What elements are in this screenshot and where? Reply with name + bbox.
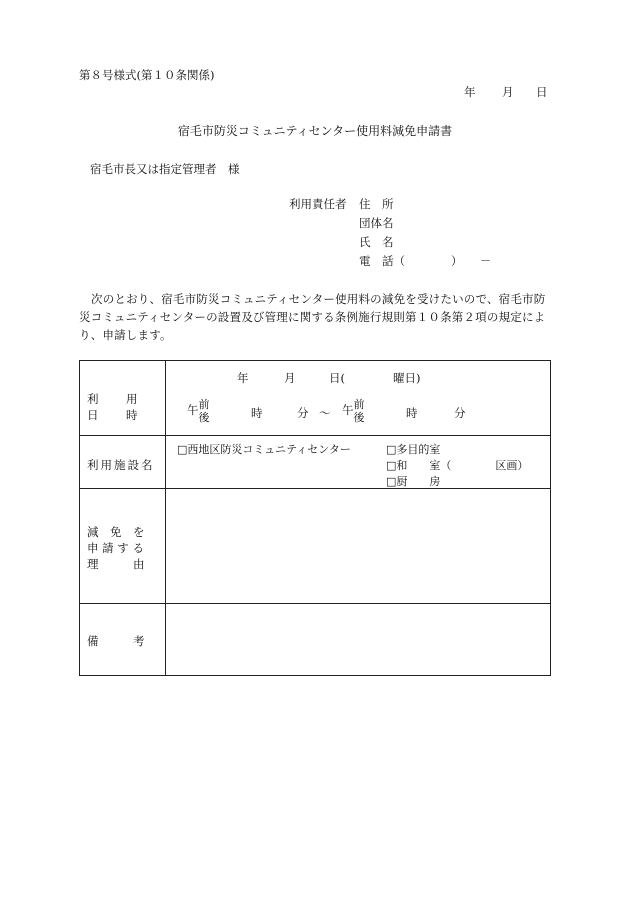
request-statement: 次のとおり、宿毛市防災コミュニティセンター使用料の減免を受けたいので、宿毛市防災コミュニティセンターの設置及び管理に関する条例施行規則第１０条第２項の規定により、申請します。 xyxy=(79,292,546,342)
date-month: 月 xyxy=(502,85,514,99)
table-row-usage-datetime xyxy=(80,361,551,436)
usage-day: 日( xyxy=(329,371,345,385)
responsible-group: 団体名 xyxy=(359,216,394,230)
start-noon: 午 xyxy=(187,403,199,417)
remarks-label-cell xyxy=(80,604,166,676)
start-ampm: 前 後 xyxy=(198,398,210,424)
responsible-address: 住 所 xyxy=(359,197,394,211)
room-checkbox-kitchen[interactable]: □厨 房 xyxy=(386,475,441,488)
document-title: 宿毛市防災コミュニティセンター使用料減免申請書 xyxy=(177,124,453,138)
usage-month: 月 xyxy=(284,371,296,385)
table-row-facility xyxy=(80,436,551,489)
time-range-tilde: ～ xyxy=(319,406,331,420)
end-time xyxy=(342,398,365,424)
addressee: 宿毛市長又は指定管理者 様 xyxy=(90,162,240,176)
room-checkbox-multipurpose[interactable]: □多目的室 xyxy=(386,443,441,456)
remarks-input-cell[interactable] xyxy=(166,604,551,676)
usage-year: 年 xyxy=(237,371,249,385)
usage-weekday: 曜日) xyxy=(393,371,421,385)
usage-datetime-label-cell xyxy=(80,361,166,436)
table-row-reason xyxy=(80,489,551,604)
facility-label-cell xyxy=(80,436,166,489)
usage-datetime-label: 利 用 日 時 xyxy=(87,392,165,422)
start-hour: 時 xyxy=(251,406,263,420)
end-noon: 午 xyxy=(342,403,354,417)
usage-datetime-cell[interactable] xyxy=(166,361,551,436)
reason-label: 減 免 を 申 請 す る 理 由 xyxy=(87,525,145,571)
start-minute: 分 xyxy=(297,406,309,420)
start-time xyxy=(187,398,210,424)
table-row-remarks xyxy=(80,604,551,676)
date-year: 年 xyxy=(464,85,476,99)
room-checkbox-japanese[interactable]: □和 室（ 区画） xyxy=(386,459,529,472)
end-ampm: 前 後 xyxy=(353,398,365,424)
end-minute: 分 xyxy=(454,406,466,420)
date-day: 日 xyxy=(536,85,548,99)
application-table xyxy=(79,360,551,676)
remarks-label: 備 考 xyxy=(87,634,145,648)
facility-cell[interactable] xyxy=(166,436,551,489)
responsible-label: 利用責任者 xyxy=(289,197,347,211)
reason-label-cell xyxy=(80,489,166,604)
end-hour: 時 xyxy=(406,406,418,420)
facility-label: 利用施設名 xyxy=(87,458,155,472)
reason-input-cell[interactable] xyxy=(166,489,551,604)
responsible-phone: 電 話（ ） － xyxy=(359,254,492,268)
form-number: 第８号様式(第１０条関係) xyxy=(79,68,215,82)
facility-checkbox-west[interactable]: □西地区防災コミュニティセンター xyxy=(177,443,351,456)
responsible-name: 氏 名 xyxy=(359,235,394,249)
